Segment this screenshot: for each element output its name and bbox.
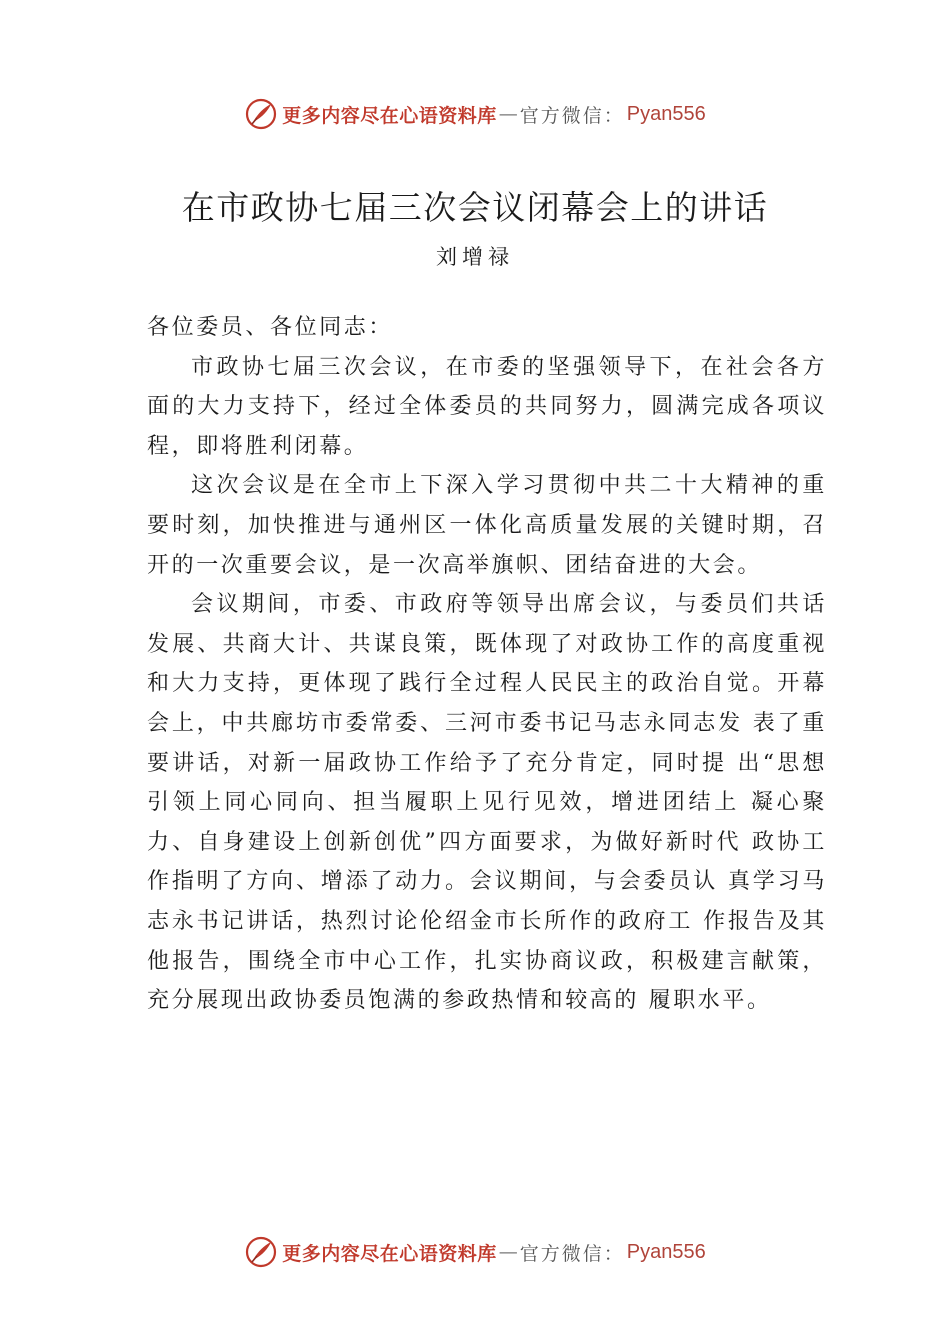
paragraph: 会议期间，市委、市政府等领导出席会议，与委员们共话发展、共商大计、共谋良策，既体现了对政协工作的高度重视和大力支持，更体现了践行全过程人民民主的政治自觉。开幕会上，中共廊坊市委常委、三河市委书记马志永同志发 表了重要讲话，对新一届政协工作给予了充分肯定，同时提 出“思想引领上同心同向、担当履职上见行见效，增进团结上 凝心聚力、自身建设上创新创优”四方面要求，为做好新时代 政协工作指明了方向、增添了动力。会议期间，与会委员认 真学习马志永书记讲话，热烈讨论伦绍金市长所作的政府工 作报告及其他报告，围绕全市中心工作，扎实协商议政，积极建言献策，充分展现出政协委员饱满的参政热情和较高的 履职水平。: [147, 592, 827, 1014]
document-body: [147, 308, 827, 1021]
banner-wechat-label: 官方微信：: [519, 104, 625, 127]
salutation: 各位委员、各位同志：: [147, 315, 394, 340]
quill-logo-icon: [244, 97, 278, 131]
banner-wechat-label: 官方微信：: [519, 1242, 625, 1265]
header-banner: [0, 92, 950, 136]
paragraph: 这次会议是在全市上下深入学习贯彻中共二十大精神的重要时刻，加快推进与通州区一体化高质量发展的关键时期，召开的一次重要会议，是一次高举旗帜、团结奋进的大会。: [147, 473, 827, 578]
document-author: 刘增禄: [436, 245, 514, 269]
document-title: 在市政协七届三次会议闭幕会上的讲话: [181, 188, 769, 227]
banner-brand: 更多内容尽在心语资料库: [282, 1242, 497, 1265]
quill-logo-icon: [244, 1235, 278, 1269]
banner-dash: —: [498, 103, 518, 125]
banner-dash: —: [498, 1241, 518, 1263]
banner-brand: 更多内容尽在心语资料库: [282, 104, 497, 127]
banner-wechat-account: Pyan556: [626, 102, 706, 125]
banner-wechat-account: Pyan556: [626, 1240, 706, 1263]
footer-banner: [0, 1230, 950, 1274]
paragraph: 市政协七届三次会议，在市委的坚强领导下，在社会各方面的大力支持下，经过全体委员的共同努力，圆满完成各项议程，即将胜利闭幕。: [147, 354, 827, 459]
